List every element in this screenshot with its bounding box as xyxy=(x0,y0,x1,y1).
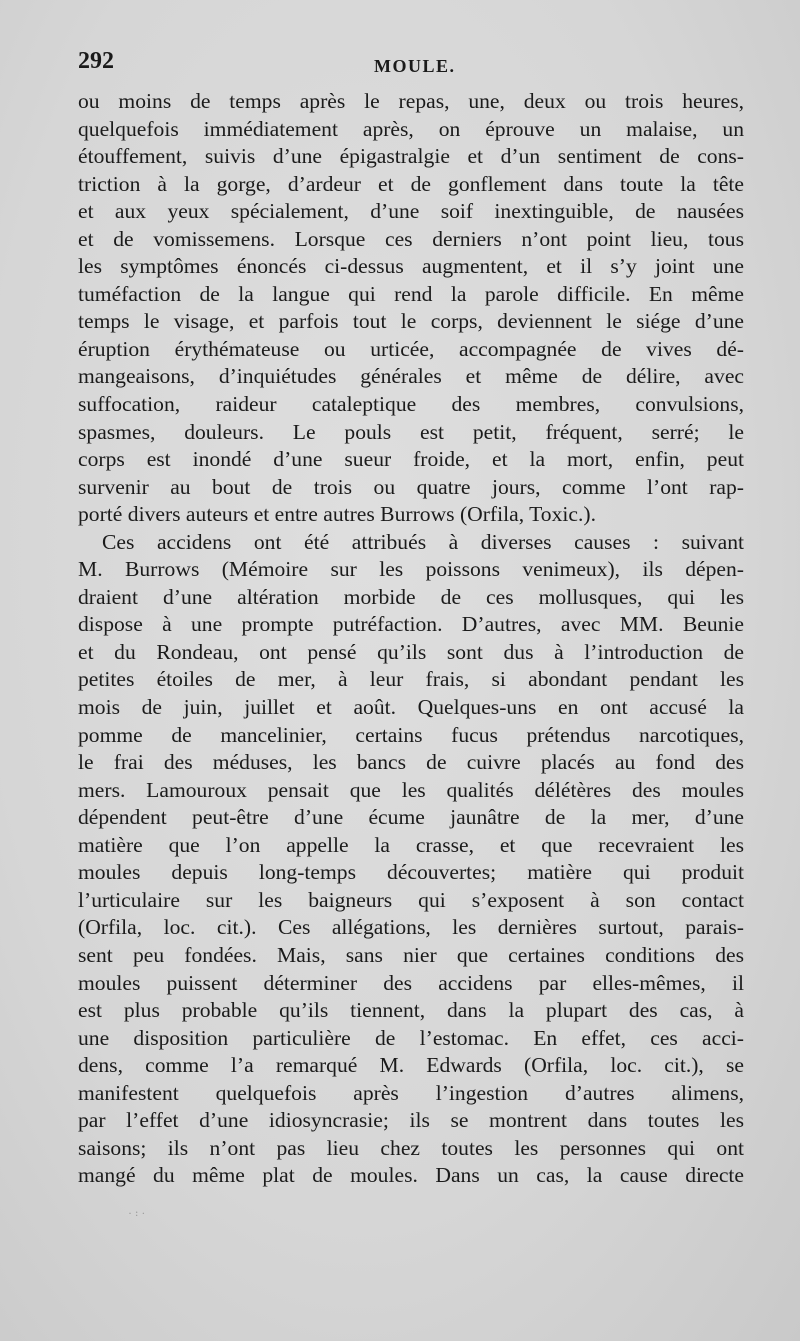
text-line: l’urticulaire sur les baigneurs qui s’exposent à son contact xyxy=(78,887,744,912)
text-line: mois de juin, juillet et août. Quelques-uns en ont accusé la xyxy=(78,695,744,720)
text-line: moules depuis long-temps découvertes; matière qui produit xyxy=(78,860,744,885)
text-line: suffocation, raideur cataleptique des membres, convulsions, xyxy=(78,392,744,417)
body-text xyxy=(78,88,744,1190)
text-line: survenir au bout de trois ou quatre jours, comme l’ont rap- xyxy=(78,474,744,499)
text-line: spasmes, douleurs. Le pouls est petit, fréquent, serré; le xyxy=(78,419,744,444)
text-line: mangé du même plat de moules. Dans un cas, la cause directe xyxy=(78,1163,744,1188)
text-line: les symptômes énoncés ci-dessus augmentent, et il s’y joint une xyxy=(78,254,744,279)
text-line: temps le visage, et parfois tout le corps, deviennent le siége d’une xyxy=(78,309,744,334)
text-line: saisons; ils n’ont pas lieu chez toutes les personnes qui ont xyxy=(78,1135,744,1160)
text-line: draient d’une altération morbide de ces mollusques, qui les xyxy=(78,584,744,609)
signature-mark-icon: · ꞉ · xyxy=(128,1206,146,1220)
text-line: éruption érythémateuse ou urticée, accompagnée de vives dé- xyxy=(78,336,744,361)
text-line: est plus probable qu’ils tiennent, dans la plupart des cas, à xyxy=(78,998,744,1023)
text-line: Ces accidens ont été attribués à diverses causes : suivant xyxy=(102,529,744,554)
text-line: quelquefois immédiatement après, on éprouve un malaise, un xyxy=(78,116,744,141)
text-line: et de vomissemens. Lorsque ces derniers n’ont point lieu, tous xyxy=(78,226,744,251)
text-line: tuméfaction de la langue qui rend la parole difficile. En même xyxy=(78,281,744,306)
text-line: sent peu fondées. Mais, sans nier que certaines conditions des xyxy=(78,942,744,967)
page-header xyxy=(78,48,752,80)
text-line: dens, comme l’a remarqué M. Edwards (Orfila, loc. cit.), se xyxy=(78,1053,744,1078)
text-line: moules puissent déterminer des accidens par elles-mêmes, il xyxy=(78,970,744,995)
page-number: 292 xyxy=(78,48,114,74)
text-line: M. Burrows (Mémoire sur les poissons venimeux), ils dépen- xyxy=(78,557,744,582)
text-line: une disposition particulière de l’estomac. En effet, ces acci- xyxy=(78,1025,744,1050)
text-line: dispose à une prompte putréfaction. D’autres, avec MM. Beunie xyxy=(78,612,744,637)
text-line: mangeaisons, d’inquiétudes générales et même de délire, avec xyxy=(78,364,744,389)
text-line: matière que l’on appelle la crasse, et que recevraient les xyxy=(78,832,744,857)
text-line: le frai des méduses, les bancs de cuivre placés au fond des xyxy=(78,750,744,775)
text-line: et aux yeux spécialement, d’une soif inextinguible, de nausées xyxy=(78,199,744,224)
text-line: (Orfila, loc. cit.). Ces allégations, les dernières surtout, parais- xyxy=(78,915,744,940)
text-line: et du Rondeau, ont pensé qu’ils sont dus à l’introduction de xyxy=(78,639,744,664)
text-line: mers. Lamouroux pensait que les qualités délétères des moules xyxy=(78,777,744,802)
text-line: corps est inondé d’une sueur froide, et la mort, enfin, peut xyxy=(78,447,744,472)
text-line: pomme de mancelinier, certains fucus prétendus narcotiques, xyxy=(78,722,744,747)
text-line: par l’effet d’une idiosyncrasie; ils se montrent dans toutes les xyxy=(78,1108,744,1133)
running-head: MOULE. xyxy=(374,56,456,76)
text-line: manifestent quelquefois après l’ingestion d’autres alimens, xyxy=(78,1080,744,1105)
text-line: petites étoiles de mer, à leur frais, si abondant pendant les xyxy=(78,667,744,692)
text-line: étouffement, suivis d’une épigastralgie et d’un sentiment de cons- xyxy=(78,144,744,169)
text-line: porté divers auteurs et entre autres Burrows (Orfila, Toxic.). xyxy=(78,502,596,527)
text-line: ou moins de temps après le repas, une, deux ou trois heures, xyxy=(78,89,744,113)
text-line: dépendent peut-être d’une écume jaunâtre de la mer, d’une xyxy=(78,805,744,830)
text-line: triction à la gorge, d’ardeur et de gonflement dans toute la tête xyxy=(78,171,744,196)
